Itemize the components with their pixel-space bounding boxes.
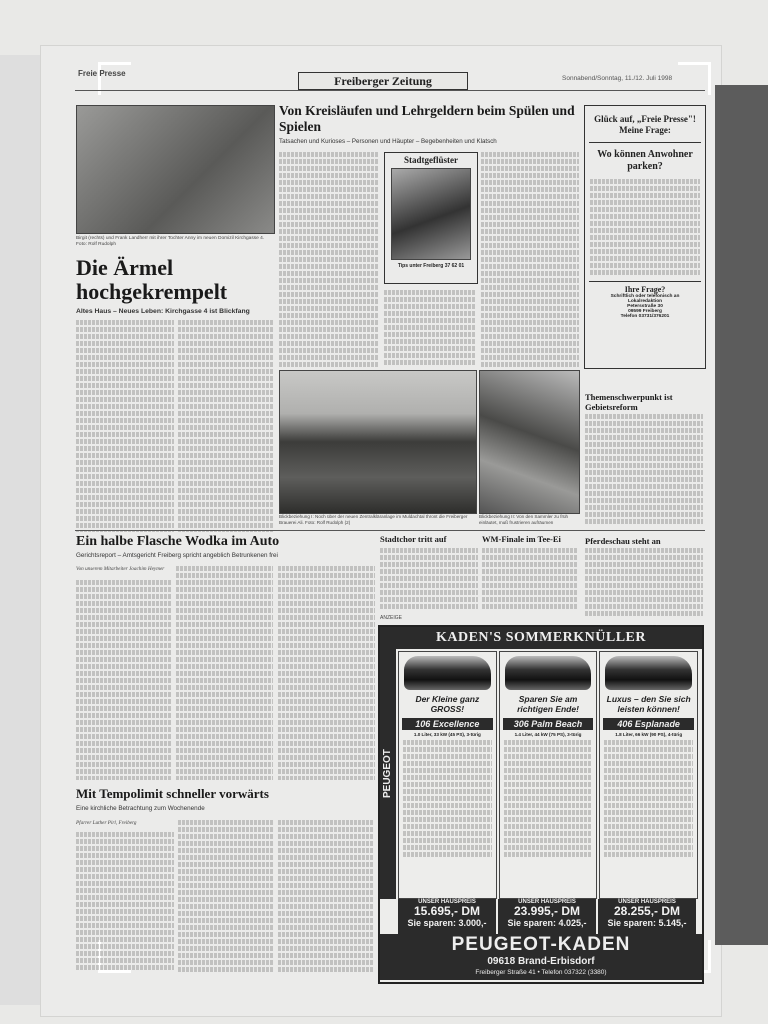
- car-image-106: [404, 656, 491, 690]
- dealer-footer: [380, 934, 702, 980]
- car-image-306: [505, 656, 592, 690]
- text-wodka-col3: [278, 566, 375, 780]
- ad-brand-text: PEUGEOT: [382, 749, 393, 799]
- price-label-406: UNSER HAUSPREIS: [618, 899, 676, 905]
- question-text: [590, 179, 700, 279]
- ad-label: ANZEIGE: [380, 615, 402, 621]
- features-306: [504, 740, 593, 860]
- contact-rule: [589, 281, 701, 282]
- slogan-306: Sparen Sie am richtigen Ende!: [517, 694, 579, 714]
- contact-line-5: Telefon 03731/376201: [620, 314, 670, 319]
- street-photo: [479, 370, 580, 514]
- subhead-tempolimit: Eine kirchliche Betrachtung zum Wochenende: [76, 805, 205, 812]
- ad-car-columns: [398, 651, 698, 899]
- price-306: 23.995,- DM: [513, 904, 581, 918]
- subhead-kreislaeufe: Tatsachen und Kurioses – Personen und Häupter – Begebenheiten und Klatsch: [279, 138, 497, 145]
- stadtgefluester-title: Stadtgeflüster: [404, 155, 458, 165]
- price-label-106: UNSER HAUSPREIS: [418, 899, 476, 905]
- features-106: [403, 740, 492, 860]
- headline-pferdeschau: Pferdeschau steht an: [585, 536, 661, 546]
- caption-blick1: Blickbeziehung I: Noch über der neuen Zentralkläranlage im Muldachtal thront die Freiberger Brauerei Ali. Foto: Rolf Rudolph (2): [279, 514, 468, 525]
- stadtgefluester-photo: [391, 168, 471, 260]
- saving-306: Sie sparen: 4.025,-: [507, 918, 587, 928]
- price-106: 15.695,- DM: [413, 904, 481, 918]
- price-band-106: [398, 899, 496, 935]
- header-title: Freiberger Zeitung: [334, 74, 432, 88]
- ad-brand-side: [380, 649, 396, 899]
- adjacent-page: [0, 55, 40, 1005]
- headline-stadtchor: Stadtchor tritt auf: [380, 534, 447, 544]
- header-left-label: Freie Presse: [78, 69, 126, 78]
- byline-tempolimit: Pfarrer Luther Pirl, Freiberg: [76, 820, 137, 826]
- specs-306: 1.4 Liter, 44 kW (75 PS), 3-türig: [514, 732, 582, 737]
- contact-title: Ihre Frage?: [624, 285, 666, 294]
- text-kreis-col3: [481, 152, 579, 367]
- price-label-306: UNSER HAUSPREIS: [518, 899, 576, 905]
- contact-line-3: Petersstraße 30: [627, 304, 663, 309]
- model-306: 306 Palm Beach: [503, 718, 594, 730]
- subhead-wodka: Gerichtsreport – Amtsgericht Freiberg spricht angeblich Betrunkenen frei: [76, 552, 278, 559]
- car-image-406: [605, 656, 692, 690]
- stadtgefluester-caption: Tips unter Freiberg 37 62 01: [397, 263, 465, 269]
- text-kreis-col2: [384, 290, 476, 368]
- question-title: Wo können Anwohner parken?: [597, 149, 693, 172]
- ad-title-bar: [380, 627, 702, 649]
- dealer-city: 09618 Brand-Erbisdorf: [487, 956, 595, 967]
- specs-406: 1.8 Liter, 66 kW (90 PS), 4-türig: [615, 732, 683, 737]
- question-header: Glück auf, „Freie Presse"! Meine Frage:: [594, 114, 696, 135]
- photo-caption: Birgit (rechts) und Frank Landherr mit ihrer Tochter Anny im neuen Domizil Kirchgasse 4. Foto: Rolf Rudolph: [76, 236, 265, 247]
- headline-gebietsreform: Themenschwerpunkt ist Gebietsreform: [585, 392, 673, 412]
- header-rule: [75, 90, 705, 91]
- car-column-406: [599, 651, 698, 899]
- caption-blick2: Blickbeziehung II: Von den Sammler zu früh einläutet, muß frustrieren aufräumen: [479, 514, 569, 525]
- features-406: [604, 740, 693, 860]
- slogan-106: Der Kleine ganz GROSS!: [415, 694, 480, 714]
- header-title-box: [298, 72, 468, 90]
- scan-shadow: [715, 85, 768, 945]
- headline-aermel: Die Ärmel hochgekrempelt: [76, 255, 228, 304]
- price-406: 28.255,- DM: [613, 904, 681, 918]
- subhead-aermel: Altes Haus – Neues Leben: Kirchgasse 4 ist Blickfang: [76, 308, 250, 315]
- stadtgefluester-box: [384, 152, 478, 284]
- specs-106: 1.0 Liter, 33 kW (45 PS), 3-türig: [413, 732, 481, 737]
- question-rule: [589, 142, 701, 143]
- slogan-406: Luxus – den Sie sich leisten können!: [606, 694, 691, 714]
- model-106: 106 Excellence: [402, 718, 493, 730]
- headline-kreislaeufe: Von Kreisläufen und Lehrgeldern beim Spülen und Spielen: [279, 103, 575, 134]
- text-tempo-col2: [178, 820, 274, 977]
- contact-line-2: Lokalredaktion: [627, 299, 663, 304]
- section-rule: [75, 530, 705, 531]
- text-wm-finale: [482, 548, 578, 614]
- text-wodka-col2: [176, 566, 273, 780]
- text-stadtchor: [380, 548, 478, 614]
- family-photo: [76, 105, 275, 234]
- headline-wm-finale: WM-Finale im Tee-Ei: [482, 534, 561, 544]
- ad-price-row: [398, 899, 698, 935]
- saving-406: Sie sparen: 5.145,-: [607, 918, 687, 928]
- contact-line-4: 09599 Freiberg: [628, 309, 662, 314]
- dealer-address: Freiberger Straße 41 • Telefon 037322 (3380): [475, 969, 607, 976]
- car-column-106: [398, 651, 497, 899]
- text-gebietsreform: [585, 414, 703, 526]
- text-tempo-col1: [76, 832, 174, 977]
- dealer-name: PEUGEOT-KADEN: [451, 934, 631, 955]
- headline-wodka: Ein halbe Flasche Wodka im Auto: [76, 534, 280, 549]
- peugeot-advertisement: [378, 625, 704, 984]
- header-date: Sonnabend/Sonntag, 11./12. Juli 1998: [562, 75, 673, 82]
- car-column-306: [499, 651, 598, 899]
- text-kreis-col1: [279, 152, 379, 367]
- text-aermel-col1: [76, 320, 174, 532]
- question-box: [584, 105, 706, 369]
- contact-line-1: Schriftlich oder telefonisch an: [610, 294, 680, 299]
- text-tempo-col3: [278, 820, 374, 977]
- byline-wodka: Von unserem Mitarbeiter Joachim Heymer: [76, 566, 165, 572]
- brewery-photo: [279, 370, 477, 514]
- text-aermel-col2: [178, 320, 274, 532]
- text-wodka-col1: [76, 580, 171, 780]
- saving-106: Sie sparen: 3.000,-: [407, 918, 487, 928]
- model-406: 406 Esplanade: [603, 718, 694, 730]
- text-pferdeschau: [585, 548, 703, 618]
- price-band-306: [498, 899, 596, 935]
- price-band-406: [598, 899, 696, 935]
- headline-tempolimit: Mit Tempolimit schneller vorwärts: [76, 786, 269, 801]
- ad-title: KADEN'S SOMMERKNÜLLER: [435, 630, 647, 645]
